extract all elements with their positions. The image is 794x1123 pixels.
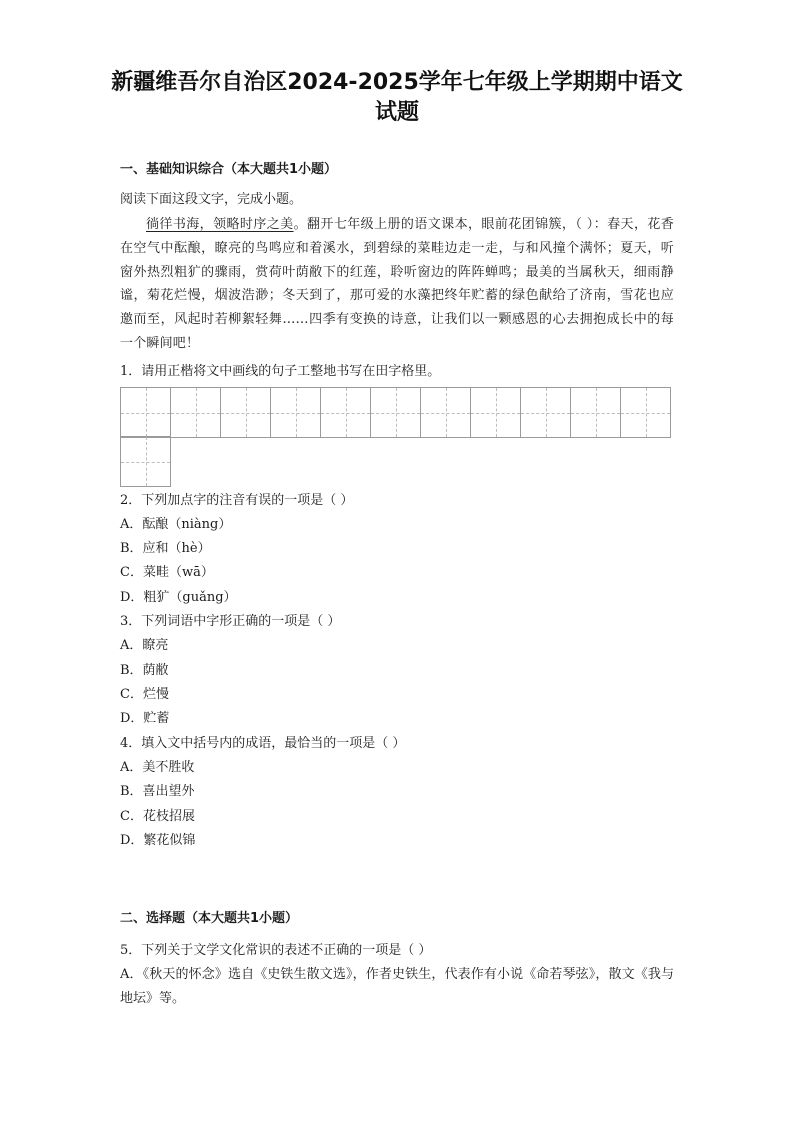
q4-option-a[interactable]: A．美不胜收 xyxy=(120,760,195,775)
section-1-heading: 一、基础知识综合（本大题共1小题） xyxy=(120,162,338,177)
page-title xyxy=(100,68,694,128)
q3-option-d[interactable]: D．贮蓄 xyxy=(120,711,170,726)
grid-cell[interactable] xyxy=(420,387,471,438)
grid-cell[interactable] xyxy=(570,387,621,438)
reading-passage xyxy=(120,213,674,356)
writing-grid-row-2 xyxy=(120,436,170,487)
q4-option-d[interactable]: D．繁花似锦 xyxy=(120,833,196,848)
q2-option-c[interactable]: C．菜畦（wā） xyxy=(120,565,214,580)
grid-cell[interactable] xyxy=(270,387,321,438)
passage-body: 。翻开七年级上册的语文课本，眼前花团锦簇，（ ）：春天，花香在空气中酝酿，瞭亮的鸟鸣应和着溪水，到碧绿的菜畦边走一走，与和风撞个满怀；夏天，听窗外热烈粗犷的骤雨，赏荷叶荫敝下的红莲，聆听窗边的阵阵蝉鸣；最美的当属秋天，细雨静谧，菊花烂慢，烟波浩渺；冬天到了，那可爱的水藻把终年贮蓄的绿色献给了济南，雪花也应邀而至，风起时若柳絮轻舞……四季有变换的诗意，让我们以一颗感恩的心去拥抱成长中的每一个瞬间吧！ xyxy=(120,217,675,351)
q2-option-a[interactable]: A．酝酿（niàng） xyxy=(120,517,232,532)
question-1: 1．请用正楷将文中画线的句子工整地书写在田字格里。 xyxy=(120,364,441,379)
q5-option-a[interactable]: A．《秋天的怀念》选自《史铁生散文选》，作者史铁生，代表作有小说《命若琴弦》，散文《我与地坛》等。 xyxy=(120,967,674,1006)
q2-option-d[interactable]: D．粗犷（guǎng） xyxy=(120,590,237,605)
reading-intro: 阅读下面这段文字，完成小题。 xyxy=(120,192,303,207)
grid-cell[interactable] xyxy=(120,436,171,487)
question-3: 3．下列词语中字形正确的一项是（ ） xyxy=(120,614,341,629)
grid-cell[interactable] xyxy=(520,387,571,438)
q3-option-c[interactable]: C．烂慢 xyxy=(120,687,169,702)
title-line-1: 新疆维吾尔自治区2024-2025学年七年级上学期期中语文 xyxy=(111,70,683,95)
q4-option-b[interactable]: B．喜出望外 xyxy=(120,784,195,799)
grid-cell[interactable] xyxy=(370,387,421,438)
grid-cell[interactable] xyxy=(120,387,171,438)
q3-option-b[interactable]: B．荫敝 xyxy=(120,663,169,678)
grid-cell[interactable] xyxy=(220,387,271,438)
q2-option-b[interactable]: B．应和（hè） xyxy=(120,541,211,556)
section-2-heading: 二、选择题（本大题共1小题） xyxy=(120,911,299,926)
title-line-2: 试题 xyxy=(374,100,419,125)
grid-cell[interactable] xyxy=(320,387,371,438)
writing-grid-row-1 xyxy=(120,387,670,438)
grid-cell[interactable] xyxy=(620,387,671,438)
question-2: 2．下列加点字的注音有误的一项是（ ） xyxy=(120,493,354,508)
grid-cell[interactable] xyxy=(470,387,521,438)
question-5: 5．下列关于文学文化常识的表述不正确的一项是（ ） xyxy=(120,943,432,958)
q4-option-c[interactable]: C．花枝招展 xyxy=(120,809,195,824)
underlined-sentence: 徜徉书海，领略时序之美 xyxy=(146,217,294,232)
grid-cell[interactable] xyxy=(170,387,221,438)
question-4: 4．填入文中括号内的成语，最恰当的一项是（ ） xyxy=(120,736,406,751)
q3-option-a[interactable]: A．瞭亮 xyxy=(120,638,169,653)
